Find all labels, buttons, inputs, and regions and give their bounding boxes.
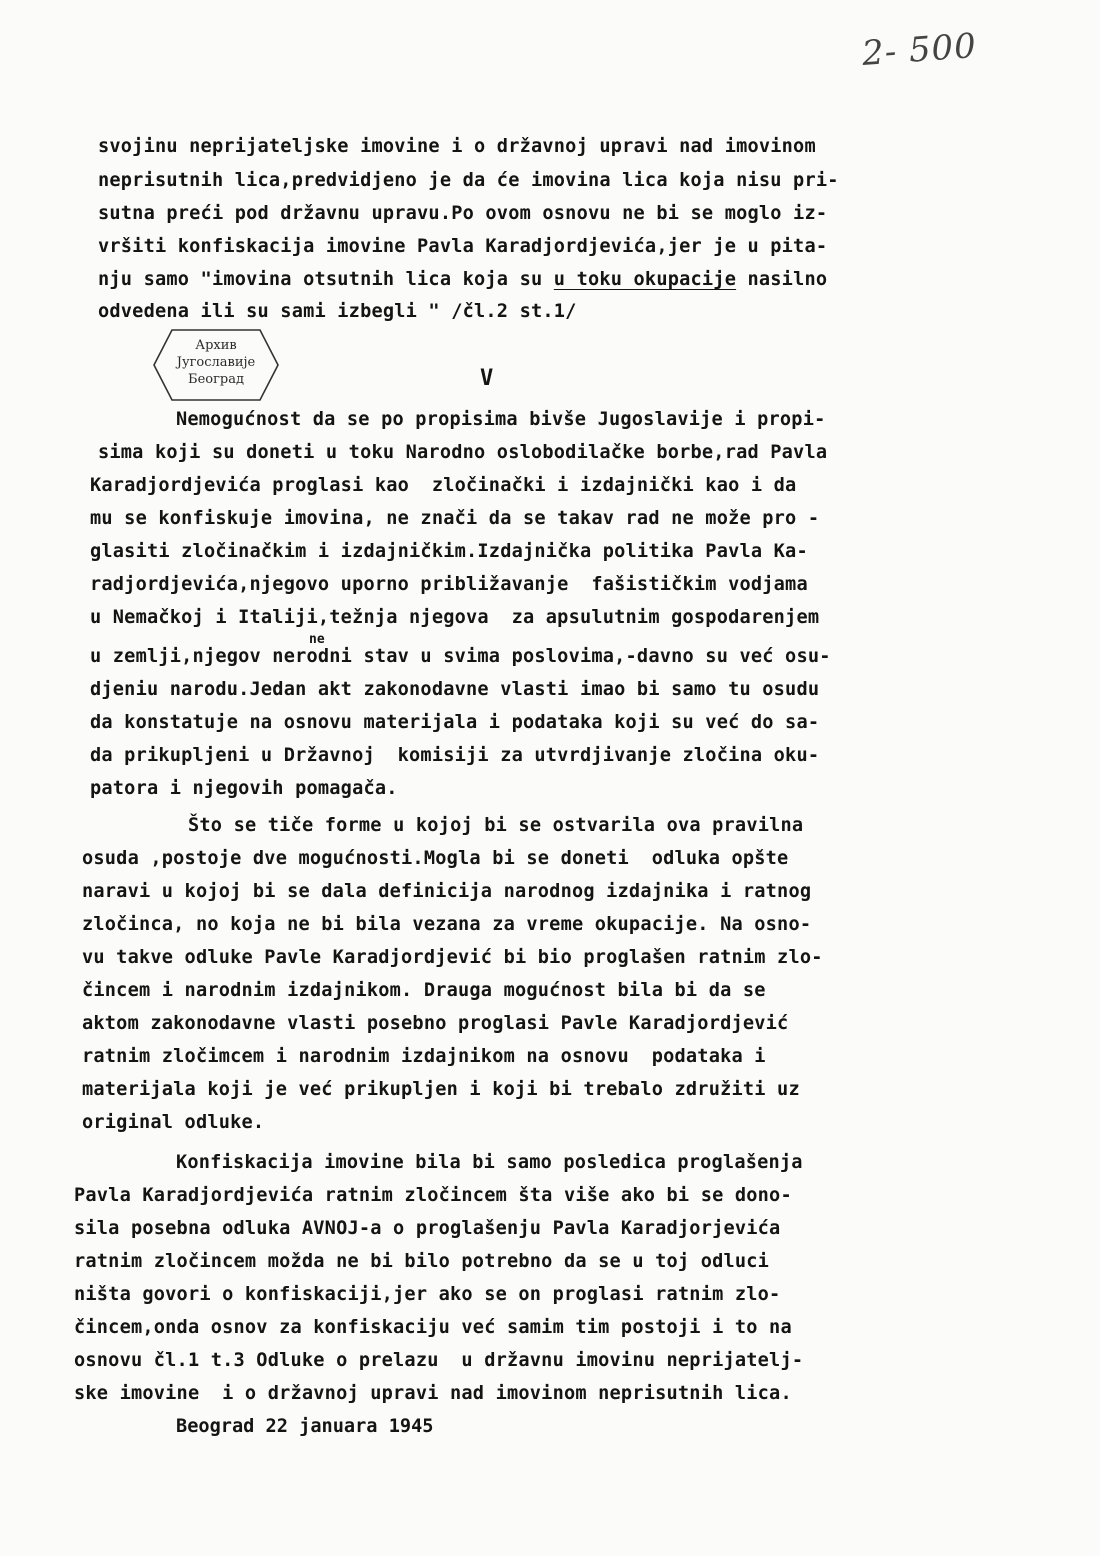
- text-line: svojinu neprijateljske imovine i o državnoj upravi nad imovinom: [98, 136, 816, 157]
- stamp-line: Југославије: [176, 355, 256, 370]
- text-line: materijala koji je već prikupljen i koji bi trebalo združiti uz: [82, 1079, 800, 1100]
- text-line: Pavla Karadjordjevića ratnim zločincem šta više ako bi se dono-: [74, 1185, 792, 1206]
- inserted-correction: ne: [309, 632, 325, 647]
- text-line: vršiti konfiskacija imovine Pavla Karadjordjevića,jer je u pita-: [98, 236, 828, 257]
- text-line: naravi u kojoj bi se dala definicija narodnog izdajnika i ratnog: [82, 881, 812, 902]
- text-line: sutna preći pod državnu upravu.Po ovom osnovu ne bi se moglo iz-: [98, 203, 828, 224]
- text-line: mu se konfiskuje imovina, ne znači da se takav rad ne može pro -: [90, 508, 820, 529]
- date-line: Beograd 22 januara 1945: [176, 1416, 434, 1437]
- text-line: vu takve odluke Pavle Karadjordjević bi bio proglašen ratnim zlo-: [82, 947, 823, 968]
- text-line: da konstatuje na osnovu materijala i podataka koji su već do sa-: [90, 712, 820, 733]
- text-line: sima koji su doneti u toku Narodno oslobodilačke borbe,rad Pavla: [98, 442, 828, 463]
- text-line: original odluke.: [82, 1112, 265, 1133]
- text-line: odvedena ili su sami izbegli " /čl.2 st.1/: [98, 301, 577, 322]
- text-line: ništa govori o konfiskaciji,jer ako se on proglasi ratnim zlo-: [74, 1284, 781, 1305]
- text-line: glasiti zločinačkim i izdajničkim.Izdajnička politika Pavla Ka-: [90, 541, 808, 562]
- text-line: Što se tiče forme u kojoj bi se ostvarila ova pravilna: [188, 815, 804, 836]
- stamp-line: Београд: [188, 372, 244, 387]
- text-line: zločinca, no koja ne bi bila vezana za vreme okupacije. Na osno-: [82, 914, 812, 935]
- text-line: neprisutnih lica,predvidjeno je da će imovina lica koja nisu pri-: [98, 170, 839, 191]
- text-line: Karadjordjevića proglasi kao zločinački i izdajnički kao i da: [90, 475, 797, 496]
- text-line: osnovu čl.1 t.3 Odluke o prelazu u državnu imovinu neprijatelj-: [74, 1350, 804, 1371]
- handwritten-page-number: 2- 500: [860, 26, 979, 74]
- stamp-line: Архив: [195, 338, 237, 353]
- text-line: sila posebna odluka AVNOJ-a o proglašenju Pavla Karadjorjevića: [74, 1218, 781, 1239]
- section-number: V: [480, 366, 494, 391]
- text-segment: nasilno: [736, 269, 828, 290]
- text-line: ske imovine i o državnoj upravi nad imovinom neprisutnih lica.: [74, 1383, 792, 1404]
- text-line: radjordjevića,njegovo uporno približavanje fašističkim vodjama: [90, 574, 808, 595]
- text-line: čincem,onda osnov za konfiskaciju već samim tim postoji i to na: [74, 1317, 792, 1338]
- text-line: Konfiskacija imovine bila bi samo posledica proglašenja: [176, 1152, 803, 1173]
- text-line: aktom zakonodavne vlasti posebno proglasi Pavle Karadjordjević: [82, 1013, 789, 1034]
- text-line-with-underline: [98, 269, 827, 290]
- text-line: da prikupljeni u Državnoj komisiji za utvrdjivanje zločina oku-: [90, 745, 820, 766]
- text-line: čincem i narodnim izdajnikom. Drauga mogućnost bila bi da se: [82, 980, 766, 1001]
- text-line: djeniu narodu.Jedan akt zakonodavne vlasti imao bi samo tu osudu: [90, 679, 820, 700]
- text-line: u zemlji,njegov nerodni stav u svima poslovima,-davno su već osu-: [90, 646, 831, 667]
- text-line: Nemogućnost da se po propisima bivše Jugoslavije i propi-: [176, 409, 826, 430]
- underlined-phrase: u toku okupacije: [553, 269, 737, 290]
- text-line: ratnim zločincem možda ne bi bilo potrebno da se u toj odluci: [74, 1251, 770, 1272]
- text-segment: nju samo "imovina otsutnih lica koja su: [98, 269, 554, 290]
- text-line: u Nemačkoj i Italiji,težnja njegova za apsulutnim gospodarenjem: [90, 607, 820, 628]
- text-line: osuda ,postoje dve mogućnosti.Mogla bi se doneti odluka opšte: [82, 848, 789, 869]
- text-line: ratnim zločimcem i narodnim izdajnikom na osnovu podataka i: [82, 1046, 766, 1067]
- archive-stamp: [152, 328, 280, 402]
- text-line: patora i njegovih pomagača.: [90, 778, 398, 799]
